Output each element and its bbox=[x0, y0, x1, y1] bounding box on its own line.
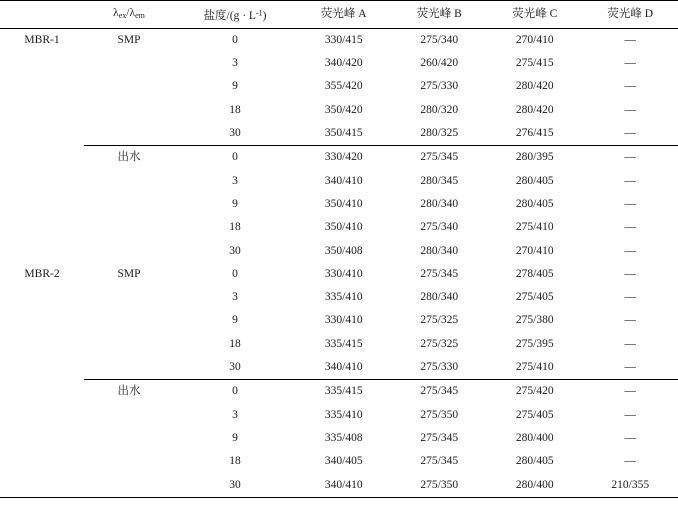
peak-a-value: 340/420 bbox=[324, 57, 363, 70]
peak-d-value: — bbox=[624, 127, 636, 140]
peak-b-value: 280/340 bbox=[420, 197, 459, 210]
peak-c-value: 280/405 bbox=[515, 455, 554, 468]
group-label: MBR-1 bbox=[24, 33, 60, 46]
peak-c-value: 280/395 bbox=[487, 146, 583, 170]
peak-c-value: 270/410 bbox=[515, 33, 554, 46]
group-label bbox=[0, 146, 84, 170]
table-row bbox=[0, 474, 678, 498]
peak-c-value: 280/420 bbox=[515, 80, 554, 93]
sample-kind-label: SMP bbox=[117, 33, 141, 46]
table-row bbox=[0, 52, 678, 75]
peak-a-value: 335/408 bbox=[324, 431, 363, 444]
sample-kind-label bbox=[84, 427, 174, 450]
peak-a-value: 355/420 bbox=[324, 80, 363, 93]
peak-c-value: 280/405 bbox=[515, 197, 554, 210]
header-salinity: 盐度$/(g \cdot L^{-1})$ bbox=[203, 8, 267, 22]
peak-b-value: 280/325 bbox=[420, 127, 459, 140]
group-label bbox=[0, 309, 84, 332]
sample-kind-label bbox=[84, 75, 174, 98]
peak-a-value: 340/410 bbox=[324, 174, 363, 187]
peak-b-value: 275/325 bbox=[420, 314, 459, 327]
peak-c-value: 280/400 bbox=[487, 474, 583, 498]
peak-a-value: 335/410 bbox=[324, 291, 363, 304]
peak-c-value: 278/405 bbox=[515, 267, 554, 280]
peak-d-value: — bbox=[624, 33, 636, 46]
salinity-value: 3 bbox=[232, 291, 238, 304]
group-label bbox=[0, 52, 84, 75]
header-group bbox=[0, 1, 84, 29]
peak-a-value: 350/410 bbox=[324, 197, 363, 210]
salinity-value: 9 bbox=[232, 197, 238, 210]
peak-b-value: 275/345 bbox=[392, 146, 488, 170]
peak-a-value: 330/420 bbox=[296, 146, 392, 170]
group-label bbox=[0, 286, 84, 309]
sample-kind-label bbox=[84, 286, 174, 309]
group-label bbox=[0, 450, 84, 473]
peak-b-value: 275/345 bbox=[420, 267, 459, 280]
group-label bbox=[0, 99, 84, 122]
salinity-value: 3 bbox=[232, 174, 238, 187]
table-row bbox=[0, 263, 678, 286]
salinity-value: 0 bbox=[174, 380, 296, 404]
salinity-value: 9 bbox=[232, 431, 238, 444]
group-label bbox=[0, 75, 84, 98]
salinity-value: 9 bbox=[232, 314, 238, 327]
peak-c-value: 270/410 bbox=[515, 244, 554, 257]
peak-c-value: 280/405 bbox=[515, 174, 554, 187]
salinity-value: 18 bbox=[229, 103, 241, 116]
table-row bbox=[0, 193, 678, 216]
table-body bbox=[0, 28, 678, 497]
peak-a-value: 340/405 bbox=[324, 455, 363, 468]
header-peak-c: 荧光峰 C bbox=[512, 7, 558, 20]
group-label bbox=[0, 122, 84, 146]
salinity-value: 30 bbox=[174, 474, 296, 498]
sample-kind-label bbox=[84, 404, 174, 427]
group-label bbox=[0, 474, 84, 498]
sample-kind-label: 出水 bbox=[84, 146, 174, 170]
table-row bbox=[0, 216, 678, 239]
peak-b-value: 275/330 bbox=[420, 80, 459, 93]
group-label bbox=[0, 333, 84, 356]
table-row bbox=[0, 240, 678, 263]
group-label: MBR-2 bbox=[24, 267, 60, 280]
table-row bbox=[0, 309, 678, 332]
peak-d-value: — bbox=[624, 431, 636, 444]
peak-a-value: 330/410 bbox=[324, 314, 363, 327]
peak-c-value: 275/415 bbox=[515, 57, 554, 70]
peak-a-value: 330/415 bbox=[324, 33, 363, 46]
salinity-value: 18 bbox=[229, 221, 241, 234]
peak-d-value: — bbox=[624, 267, 636, 280]
sample-kind-label bbox=[84, 356, 174, 380]
salinity-value: 3 bbox=[232, 57, 238, 70]
salinity-value: 18 bbox=[229, 337, 241, 350]
sample-kind-label bbox=[84, 309, 174, 332]
peak-d-value: — bbox=[624, 314, 636, 327]
table-row bbox=[0, 28, 678, 52]
table-header bbox=[0, 1, 678, 29]
salinity-value: 30 bbox=[229, 127, 241, 140]
peak-b-value: 275/350 bbox=[392, 474, 488, 498]
sample-kind-label: 出水 bbox=[84, 380, 174, 404]
peak-a-value: 330/410 bbox=[324, 267, 363, 280]
table-row bbox=[0, 333, 678, 356]
table-row bbox=[0, 170, 678, 193]
peak-a-value: 335/415 bbox=[324, 337, 363, 350]
peak-a-value: 350/415 bbox=[324, 127, 363, 140]
peak-d-value: — bbox=[624, 57, 636, 70]
group-label bbox=[0, 170, 84, 193]
table-row bbox=[0, 450, 678, 473]
peak-b-value: 275/340 bbox=[420, 33, 459, 46]
sample-kind-label bbox=[84, 170, 174, 193]
group-label bbox=[0, 240, 84, 263]
peak-b-value: 260/420 bbox=[420, 57, 459, 70]
table-row bbox=[0, 427, 678, 450]
table-row bbox=[0, 380, 678, 404]
sample-kind-label bbox=[84, 216, 174, 239]
group-label bbox=[0, 427, 84, 450]
peak-d-value: — bbox=[624, 337, 636, 350]
sample-kind-label bbox=[84, 99, 174, 122]
sample-kind-label bbox=[84, 122, 174, 146]
peak-b-value: 275/350 bbox=[420, 408, 459, 421]
peak-d-value: — bbox=[624, 291, 636, 304]
salinity-value: 18 bbox=[229, 455, 241, 468]
peak-b-value: 275/345 bbox=[420, 455, 459, 468]
group-label bbox=[0, 356, 84, 380]
peak-d-value: — bbox=[624, 361, 636, 374]
peak-c-value: 275/380 bbox=[515, 314, 554, 327]
peak-a-value: 335/415 bbox=[296, 380, 392, 404]
peak-d-value: — bbox=[624, 174, 636, 187]
peak-d-value: — bbox=[583, 380, 678, 404]
sample-kind-label bbox=[84, 474, 174, 498]
peak-a-value: 340/410 bbox=[296, 474, 392, 498]
salinity-value: 0 bbox=[232, 33, 238, 46]
salinity-value: 3 bbox=[232, 408, 238, 421]
peak-c-value: 275/395 bbox=[515, 337, 554, 350]
peak-c-value: 280/400 bbox=[515, 431, 554, 444]
peak-b-value: 275/330 bbox=[420, 361, 459, 374]
table-row bbox=[0, 146, 678, 170]
sample-kind-label bbox=[84, 333, 174, 356]
sample-kind-label bbox=[84, 52, 174, 75]
header-peak-b: 荧光峰 B bbox=[416, 7, 462, 20]
salinity-value: 0 bbox=[232, 267, 238, 280]
header-excitation-emission: $\lambda_{ex}/\lambda_{em}$ bbox=[113, 6, 145, 20]
peak-c-value: 275/405 bbox=[515, 291, 554, 304]
sample-kind-label: SMP bbox=[117, 267, 141, 280]
peak-b-value: 275/345 bbox=[420, 431, 459, 444]
table-row bbox=[0, 286, 678, 309]
peak-c-value: 275/410 bbox=[515, 221, 554, 234]
peak-d-value: 210/355 bbox=[583, 474, 678, 498]
peak-d-value: — bbox=[583, 146, 678, 170]
salinity-value: 9 bbox=[232, 80, 238, 93]
peak-b-value: 280/320 bbox=[420, 103, 459, 116]
peak-b-value: 275/340 bbox=[420, 221, 459, 234]
sample-kind-label bbox=[84, 240, 174, 263]
peak-d-value: — bbox=[624, 408, 636, 421]
group-label bbox=[0, 404, 84, 427]
table-row bbox=[0, 356, 678, 380]
peak-c-value: 276/415 bbox=[515, 127, 554, 140]
peak-d-value: — bbox=[624, 103, 636, 116]
peak-d-value: — bbox=[624, 221, 636, 234]
salinity-value: 0 bbox=[174, 146, 296, 170]
peak-a-value: 350/420 bbox=[324, 103, 363, 116]
sample-kind-label bbox=[84, 193, 174, 216]
salinity-value: 30 bbox=[229, 244, 241, 257]
salinity-value: 30 bbox=[229, 361, 241, 374]
table-row bbox=[0, 75, 678, 98]
sample-kind-label bbox=[84, 450, 174, 473]
peak-a-value: 340/410 bbox=[324, 361, 363, 374]
peak-b-value: 280/340 bbox=[420, 244, 459, 257]
peak-b-value: 275/345 bbox=[392, 380, 488, 404]
peak-b-value: 280/340 bbox=[420, 291, 459, 304]
peak-d-value: — bbox=[624, 197, 636, 210]
header-peak-a: 荧光峰 A bbox=[320, 7, 367, 20]
table-row bbox=[0, 404, 678, 427]
peak-c-value: 275/405 bbox=[515, 408, 554, 421]
header-row bbox=[0, 1, 678, 29]
peak-b-value: 275/325 bbox=[420, 337, 459, 350]
peak-d-value: — bbox=[624, 455, 636, 468]
peak-d-value: — bbox=[624, 80, 636, 93]
peak-d-value: — bbox=[624, 244, 636, 257]
header-peak-d: 荧光峰 D bbox=[607, 7, 654, 20]
group-label bbox=[0, 193, 84, 216]
table-row bbox=[0, 122, 678, 146]
group-label bbox=[0, 380, 84, 404]
peak-a-value: 335/410 bbox=[324, 408, 363, 421]
peak-b-value: 280/345 bbox=[420, 174, 459, 187]
peak-c-value: 280/420 bbox=[515, 103, 554, 116]
table-row bbox=[0, 99, 678, 122]
peak-c-value: 275/410 bbox=[515, 361, 554, 374]
peak-a-value: 350/408 bbox=[324, 244, 363, 257]
group-label bbox=[0, 216, 84, 239]
peak-a-value: 350/410 bbox=[324, 221, 363, 234]
peak-c-value: 275/420 bbox=[487, 380, 583, 404]
